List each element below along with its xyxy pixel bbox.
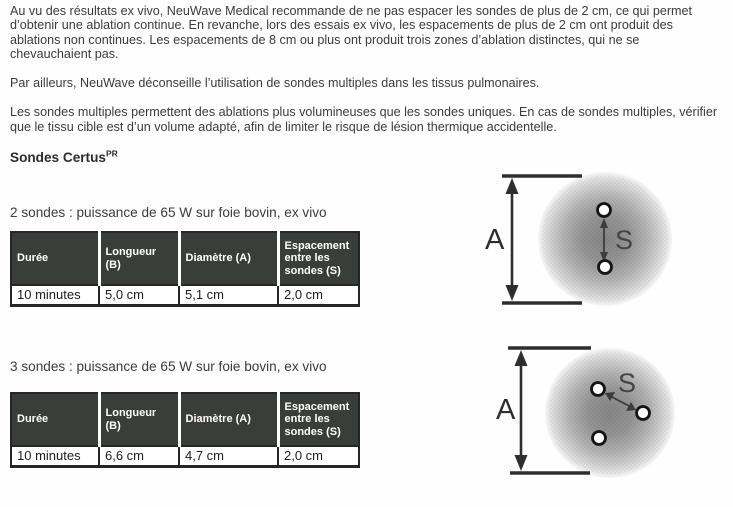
spacing-label-s: S [618,368,637,398]
table-header-row [11,393,359,446]
table-cell-diametre: 5,1 cm [179,285,278,306]
document-paragraph: Les sondes multiples permettent des ablations plus volumineuses que les sondes uniques. En cas de sondes multiples, vérifier que le tissu cible est d’un volume adapté, afin de limiter le risque de lésion thermique accidentelle. [10,105,718,134]
probe-dot [593,432,606,445]
column-header-espacement: Espacement entre les sondes (S) [278,232,359,285]
column-header-diametre: Diamètre (A) [179,393,278,446]
table-cell-longueur: 6,6 cm [99,446,179,467]
table-row [11,446,359,467]
column-header-longueur: Longueur (B) [99,232,179,285]
table-row [11,285,359,306]
table-caption-3-sondes: 3 sondes : puissance de 65 W sur foie bovin, ex vivo [10,359,327,374]
arrowhead-down-icon [506,285,519,301]
text-column [10,4,724,165]
spec-table-2-sondes [10,231,360,307]
probe-dot [637,407,650,420]
spec-table-3-sondes [10,392,360,468]
table-cell-duree: 10 minutes [11,285,99,306]
table-cell-espacement: 2,0 cm [278,446,359,467]
diameter-label-a: A [485,224,505,256]
probe-dot [598,204,611,217]
column-header-longueur: Longueur (B) [99,393,179,446]
ablation-diagram-2-probes [470,166,722,316]
arrowhead-down-icon [515,455,528,471]
heading-superscript: PR [105,148,118,159]
table-cell-duree: 10 minutes [11,446,99,467]
column-header-espacement: Espacement entre les sondes (S) [278,393,359,446]
table-caption-2-sondes: 2 sondes : puissance de 65 W sur foie bovin, ex vivo [10,205,327,220]
column-header-diametre: Diamètre (A) [179,232,278,285]
ablation-zone-texture [549,352,671,474]
table-cell-diametre: 4,7 cm [179,446,278,467]
column-header-duree: Durée [11,393,99,446]
arrowhead-up-icon [515,350,528,366]
table-cell-longueur: 5,0 cm [99,285,179,306]
probe-dot [599,261,612,274]
spacing-label-s: S [615,225,634,255]
table-header-row [11,232,359,285]
arrowhead-up-icon [506,178,519,194]
section-heading [10,150,724,165]
diameter-label-a: A [496,394,516,426]
document-paragraph: Par ailleurs, NeuWave déconseille l’utilisation de sondes multiples dans les tissus pulmonaires. [10,76,540,91]
probe-dot [592,383,605,396]
ablation-diagram-3-probes [478,340,723,485]
ablation-zone-texture [542,176,668,302]
section-heading-text: Sondes Certus [10,150,106,166]
table-cell-espacement: 2,0 cm [278,285,359,306]
document-paragraph: Au vu des résultats ex vivo, NeuWave Medical recommande de ne pas espacer les sondes de plus de 2 cm, ce qui permet d’obtenir une ablation continue. En revanche, lors des essais ex vivo, les espacements de plus de 2 cm ont produit des ablations non continues. Les espacements de 8 cm ou plus ont produit trois zones d’ablation distinctes, qui ne se chevauchaient pas. [10,4,693,61]
column-header-duree: Durée [11,232,99,285]
